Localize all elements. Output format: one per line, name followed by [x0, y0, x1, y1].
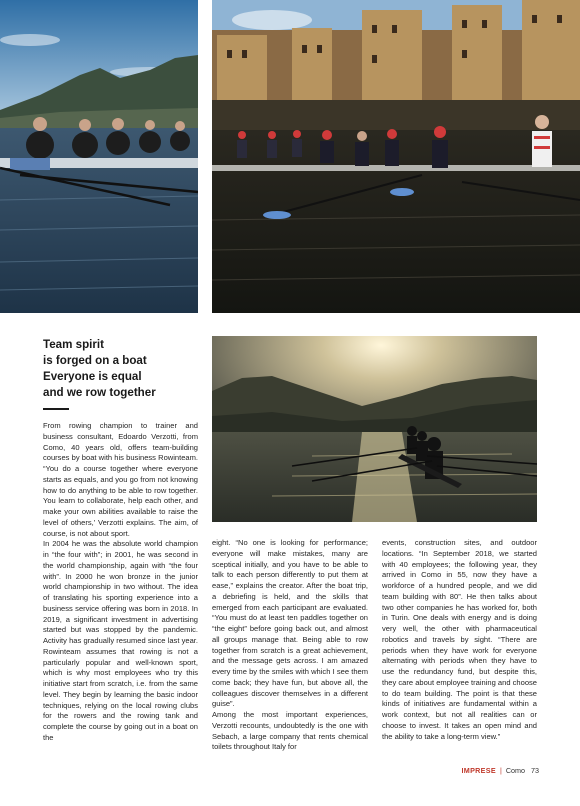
body-paragraph: From rowing champion to trainer and business consultant, Edoardo Verzotti, from Como, 40 years old, offers team-building courses by boat with his business Rowinteam. “You do a course together where everyone starts as equals, and you go from not knowing how to do anything to be able to row together. You learn to collaborate, help each other, and make your own abilities available to raise the level of others,’ Verzotti explains. The aim, of course, is not about sport. [43, 421, 198, 538]
page-folio [461, 766, 539, 775]
folio-separator: | [499, 766, 502, 775]
body-column-3 [382, 538, 537, 768]
headline-line-2: is forged on a boat [43, 354, 147, 367]
photo-rowers-lake-sunset-image [212, 336, 537, 522]
page-number: 73 [531, 766, 539, 775]
magazine-name: IMPRESE [461, 766, 496, 775]
body-column-2 [212, 538, 368, 768]
body-paragraph: events, construction sites, and outdoor locations. “In September 2018, we started with 40 employees; the following year, they arrived in Como in 55, now they have a workforce of a hundred people, and we did team building with 80”. He then talks about two other companies he has worked for, both in Turin. One deals with energy and is doing very well, the other with pharmaceutical robotics and travels by sight. “There are periods when they have work for everyone alternating with periods when they have to use the redundancy fund, but despite this, they care about employee training and choose to do team building. The point is that these kinds of initiatives are fundamental within a work context, but not all realities can or choose to invest. It takes an open mind and the ability to take a long-term view.” [382, 538, 537, 741]
headline-line-1: Team spirit [43, 338, 104, 351]
photo-rowers-lake-sunset [212, 336, 537, 522]
headline [43, 337, 203, 401]
headline-line-3: Everyone is equal [43, 370, 142, 383]
body-column-1 [43, 421, 198, 766]
photo-rowers-mountain [0, 0, 198, 313]
headline-line-4: and we row together [43, 386, 156, 399]
photo-rowers-mountain-image [0, 0, 198, 313]
body-paragraph: eight. “No one is looking for performance; everyone will make mistakes, many are sceptical initially, and you have to be able to talk to each person differently to put them at ease,” explains the creator. After the boat trip, a debriefing is held, and the skills that emerged from each participant are evaluated. “You must do at least ten paddles together on “the eight” before going back out, and almost all groups manage that. Being able to row together from scratch is a great achievement, and the message gets across. I am amazed every time by the smiles with which I see them come back; they have fun, but above all, the colleagues discover themselves in a different guise”. [212, 538, 368, 709]
section-name: Como [505, 766, 525, 775]
headline-rule [43, 408, 69, 410]
photo-rowers-river-city [212, 0, 580, 313]
photo-rowers-river-city-image [212, 0, 580, 313]
body-paragraph: Among the most important experiences, Verzotti recounts, undoubtedly is the one with Sebach, a large company that rents chemical toilets throughout Italy for [212, 710, 368, 752]
body-paragraph: In 2004 he was the absolute world champion in “the four with”; in 2001, he was second in the world championship, again with “the four with”. In 2000 he won bronze in the junior world championship in two without. The idea of translating his sporting experience into a business service offering was born in 2018. In 2019, a significant investment in advertising started but was stopped by the pandemic. Activity has gradually resumed since last year. Rowinteam assumes that rowing is not a particularly popular and well-known sport, which is why most employees who try this initiative start from scratch, i.e. from the same level. They begin by learning the basic indoor techniques, relying on the local rowing clubs for the rowers and the rowing tank and complete the course by going out in a boat on the [43, 539, 198, 742]
